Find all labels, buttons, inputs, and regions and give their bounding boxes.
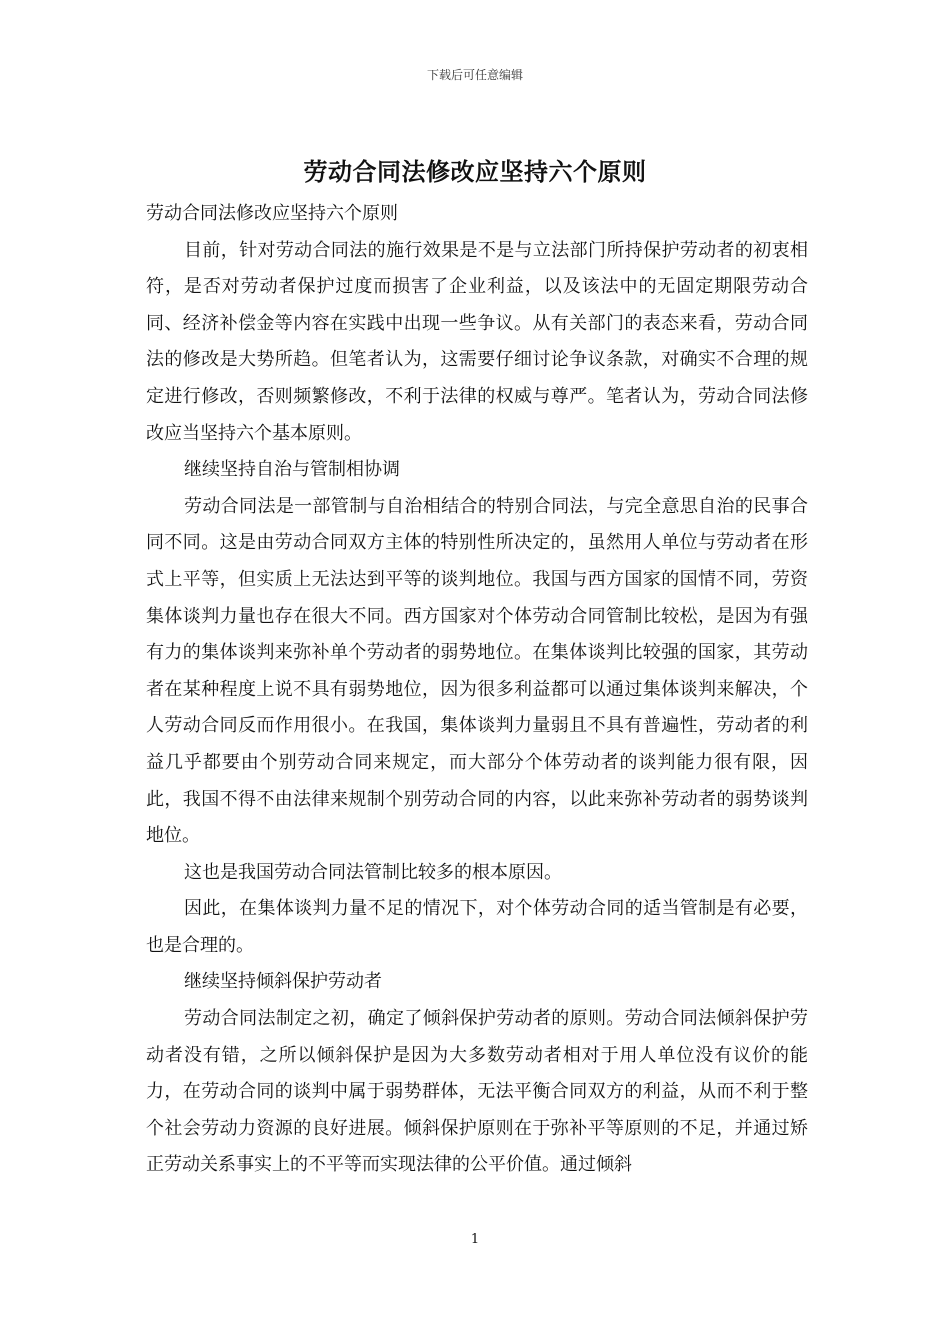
page-number: 1: [470, 1232, 480, 1247]
paragraph: 这也是我国劳动合同法管制比较多的根本原因。: [184, 861, 562, 883]
section-heading: 继续坚持自治与管制相协调: [184, 459, 400, 481]
paragraph: 劳动合同法是一部管制与自治相结合的特别合同法，与完全意思自治的民事合同不同。这是由劳动合同双方主体的特别性所决定的，虽然用人单位与劳动者在形式上平等，但实质上无法达到平等的谈判地位。我国与西方国家的国情不同，劳资集体谈判力量也存在很大不同。西方国家对个体劳动合同管制比较松，是因为有强有力的集体谈判来弥补单个劳动者的弱势地位。在集体谈判比较强的国家，其劳动者在某种程度上说不具有弱势地位，因为很多利益都可以通过集体谈判来解决，个人劳动合同反而作用很小。在我国，集体谈判力量弱且不具有普遍性，劳动者的利益几乎都要由个别劳动合同来规定，而大部分个体劳动者的谈判能力很有限，因此，我国不得不由法律来规制个别劳动合同的内容，以此来弥补劳动者的弱势谈判地位。: [146, 495, 808, 847]
paragraph-intro: 目前，针对劳动合同法的施行效果是不是与立法部门所持保护劳动者的初衷相符，是否对劳动者保护过度而损害了企业利益，以及该法中的无固定期限劳动合同、经济补偿金等内容在实践中出现一些争议。从有关部门的表态来看，劳动合同法的修改是大势所趋。但笔者认为，这需要仔细讨论争议条款，对确实不合理的规定进行修改，否则频繁修改，不利于法律的权威与尊严。笔者认为，劳动合同法修改应当坚持六个基本原则。: [146, 239, 808, 444]
document-title: 劳动合同法修改应坚持六个原则: [303, 157, 647, 186]
paragraph-subtitle: 劳动合同法修改应坚持六个原则: [146, 203, 398, 224]
paragraph: 因此，在集体谈判力量不足的情况下，对个体劳动合同的适当管制是有必要，也是合理的。: [146, 898, 808, 956]
paragraph: 劳动合同法制定之初，确定了倾斜保护劳动者的原则。劳动合同法倾斜保护劳动者没有错，之所以倾斜保护是因为大多数劳动者相对于用人单位没有议价的能力，在劳动合同的谈判中属于弱势群体，无法平衡合同双方的利益，从而不利于整个社会劳动力资源的良好进展。倾斜保护原则在于弥补平等原则的不足，并通过矫正劳动关系事实上的不平等而实现法律的公平价值。通过倾斜: [146, 1008, 808, 1176]
document-body: [146, 196, 808, 1184]
section-heading: 继续坚持倾斜保护劳动者: [184, 971, 382, 993]
header-note: 下载后可任意编辑: [426, 68, 523, 82]
